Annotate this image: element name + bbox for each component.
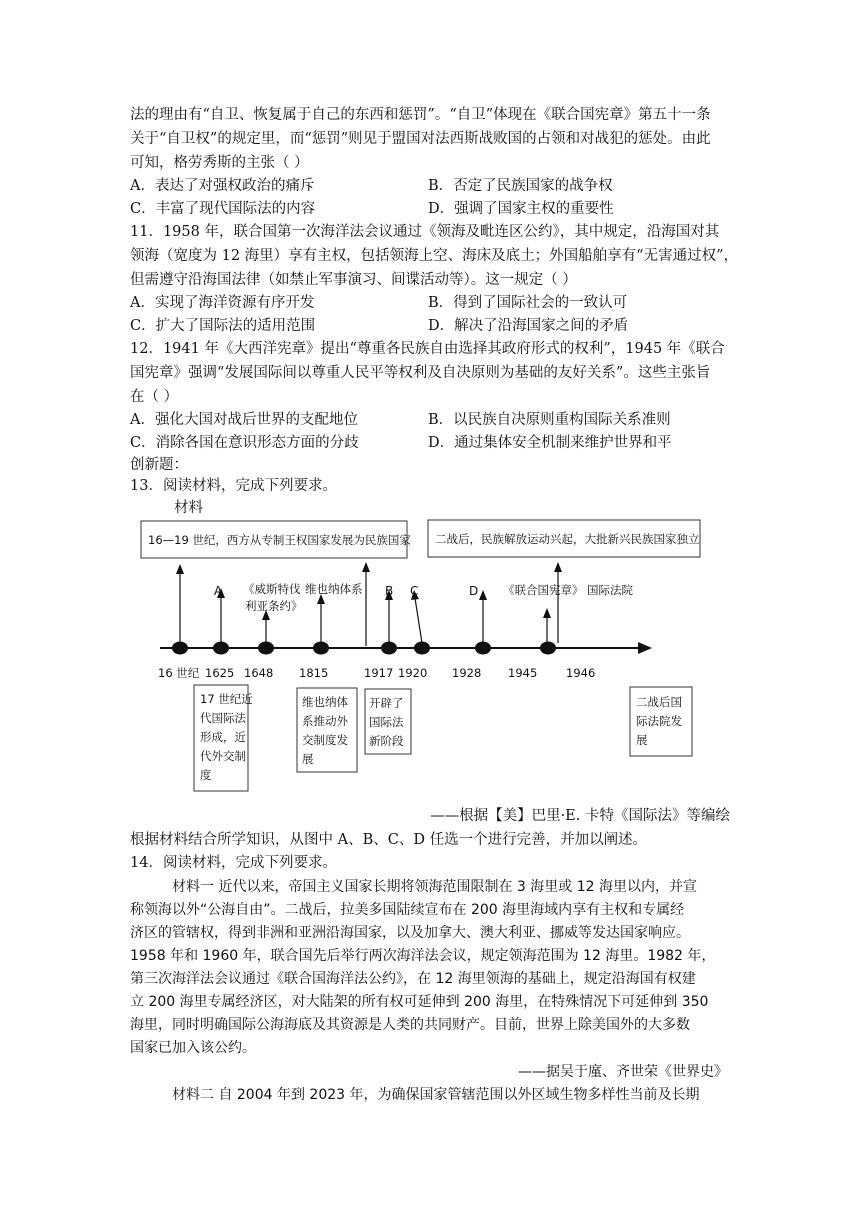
q12-option-d[interactable]: D．通过集体安全机制来维护世界和平: [428, 435, 672, 451]
dot-1917: [381, 642, 397, 655]
q13-material-label: 材料: [174, 500, 203, 516]
year-1648: 1648: [244, 666, 274, 680]
event-label-icj: 国际法院: [587, 583, 633, 597]
q14-material1-line-5: 第三次海洋法会议通过《联合国海洋法公约》，在 12 海里领海的基础上，规定沿海国有权建: [130, 971, 696, 987]
event-label-westphalia-2: 利亚条约》: [245, 599, 303, 613]
q11-line-2: 领海（宽度为 12 海里）享有主权，包括领海上空、海床及底土；外国船舶享有“无害通过权”，: [130, 248, 738, 264]
top-box-left-text: 16—19 世纪，西方从专制王权国家发展为民族国家: [148, 533, 411, 547]
event-label-vienna: 维也纳体系: [305, 582, 363, 596]
year-1946: 1946: [566, 666, 596, 680]
bottom-box-2-line-1: 维也纳体: [302, 695, 348, 709]
bottom-box-3-line-2: 国际法: [369, 715, 404, 729]
dot-1945: [540, 642, 556, 655]
year-1928: 1928: [452, 666, 482, 680]
q14-material1-source: ——据吴于廑、齐世荣《世界史》: [518, 1064, 728, 1080]
q14-stem: 14．阅读材料，完成下列要求。: [130, 855, 337, 871]
dot-1928: [475, 642, 491, 655]
bottom-box-1-line-3: 形成，近: [200, 730, 246, 744]
bottom-box-2-line-4: 展: [302, 752, 314, 766]
q11-option-d[interactable]: D．解决了沿海国家之间的矛盾: [428, 318, 629, 334]
event-label-westphalia-1: 《威斯特伐: [243, 582, 301, 596]
event-label-un-charter: 《联合国宪章》: [503, 583, 584, 597]
year-1625: 1625: [205, 666, 235, 680]
timeline-arrowhead: [638, 642, 652, 654]
bottom-box-4-line-3: 展: [636, 733, 648, 747]
year-1920: 1920: [398, 666, 428, 680]
q10-line-2: 关于“自卫权”的规定里，而“惩罚”则见于盟国对法西斯战败国的占领和对战犯的惩处。由此: [130, 131, 711, 147]
bottom-box-3-line-3: 新阶段: [369, 734, 404, 748]
q13-requirement: 根据材料结合所学知识，从图中 A、B、C、D 任选一个进行完善，并加以阐述。: [130, 832, 648, 848]
year-1815: 1815: [299, 666, 329, 680]
q14-material1-line-1: 材料一 近代以来，帝国主义国家长期将领海范围限制在 3 海里或 12 海里以内，并宣: [172, 879, 697, 895]
year-1945: 1945: [508, 666, 538, 680]
bottom-box-4-line-2: 际法院发: [636, 714, 682, 728]
dot-1625: [213, 642, 229, 655]
q14-material2-line-1: 材料二 自 2004 年到 2023 年，为确保国家管辖范围以外区域生物多样性当前及长期: [172, 1087, 700, 1103]
q12-option-a[interactable]: A．强化大国对战后世界的支配地位: [130, 412, 358, 428]
q10-line-1: 法的理由有“自卫、恢复属于自己的东西和惩罚”。“自卫”体现在《联合国宪章》第五十一条: [130, 107, 711, 123]
q14-material1-line-6: 立 200 海里专属经济区，对大陆架的所有权可延伸到 200 海里，在特殊情况下可延伸到 350: [130, 994, 709, 1010]
q10-option-a[interactable]: A．表达了对强权政治的痛斥: [130, 178, 315, 194]
event-label-b: B: [385, 584, 394, 598]
q12-line-1: 12．1941 年《大西洋宪章》提出“尊重各民族自由选择其政府形式的权利”，1945 年《联合: [130, 341, 725, 357]
q14-material1-line-2: 称领海以外“公海自由”。二战后，拉美多国陆续宣布在 200 海里海域内享有主权和专属经: [130, 902, 685, 918]
q11-line-3: 但需遵守沿海国法律（如禁止军事演习、间谍活动等）。这一规定（ ）: [130, 272, 577, 288]
section-title: 创新题：: [130, 457, 188, 473]
q12-option-b[interactable]: B．以民族自决原则重构国际关系准则: [428, 412, 671, 428]
q10-option-d[interactable]: D．强调了国家主权的重要性: [428, 201, 614, 217]
event-label-a: A: [214, 584, 223, 598]
bottom-box-3-line-1: 开辟了: [369, 696, 404, 710]
q14-material1-line-3: 济区的管辖权，得到非洲和亚洲沿海国家，以及加拿大、澳大利亚、挪威等发达国家响应。: [130, 925, 690, 941]
bottom-box-1-line-2: 代国际法: [200, 711, 246, 725]
year-1917: 1917: [364, 666, 394, 680]
q11-option-b[interactable]: B．得到了国际社会的一致认可: [428, 295, 628, 311]
top-box-right-text: 二战后，民族解放运动兴起，大批新兴民族国家独立: [435, 532, 700, 546]
bottom-box-1-line-4: 代外交制: [200, 749, 246, 763]
q11-option-a[interactable]: A．实现了海洋资源有序开发: [130, 295, 315, 311]
q12-line-2: 国宪章》强调“发展国际间以尊重人民平等权利及自决原则为基础的友好关系”。这些主张旨: [130, 365, 711, 381]
dot-1920: [414, 642, 430, 655]
q14-material1-line-7: 海里，同时明确国际公海海底及其资源是人类的共同财产。目前，世界上除美国外的大多数: [130, 1017, 690, 1033]
bottom-box-2-line-3: 交制度发: [302, 733, 348, 747]
event-label-d: D: [469, 584, 479, 598]
year-16th-century: 16 世纪: [158, 666, 200, 680]
q14-material1-line-8: 国家已加入该公约。: [130, 1040, 256, 1056]
dot-1648: [258, 642, 274, 655]
q13-timeline-diagram: [140, 518, 720, 798]
dot-16th-century: [172, 642, 188, 655]
bottom-box-2-line-2: 系推动外: [302, 714, 348, 728]
bottom-box-1-line-1: 17 世纪近: [200, 692, 253, 706]
q12-option-c[interactable]: C．消除各国在意识形态方面的分歧: [130, 435, 359, 451]
event-label-c: C: [410, 584, 419, 598]
q12-line-3: 在（ ）: [130, 389, 179, 405]
q10-line-3: 可知，格劳秀斯的主张（ ）: [130, 155, 309, 171]
bottom-box-1-line-5: 度: [200, 768, 212, 782]
q14-material1-line-4: 1958 年和 1960 年，联合国先后举行两次海洋法会议，规定领海范围为 12 海里。1982 年，: [130, 948, 716, 964]
q11-line-1: 11．1958 年，联合国第一次海洋法会议通过《领海及毗连区公约》，其中规定，沿海国对其: [130, 224, 720, 240]
q13-source: ——根据【美】巴里·E. 卡特《国际法》等编绘: [430, 808, 730, 824]
q10-option-c[interactable]: C．丰富了现代国际法的内容: [130, 201, 316, 217]
q11-option-c[interactable]: C．扩大了国际法的适用范围: [130, 318, 316, 334]
q10-option-b[interactable]: B．否定了民族国家的战争权: [428, 178, 613, 194]
arrow-c: [415, 598, 422, 643]
bottom-box-4-line-1: 二战后国: [636, 695, 682, 709]
q13-stem: 13．阅读材料，完成下列要求。: [130, 478, 337, 494]
dot-1815: [313, 642, 329, 655]
